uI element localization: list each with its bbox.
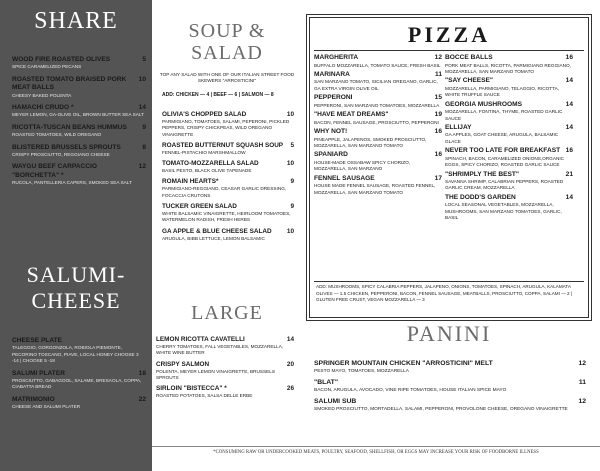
item-desc: PARMIGIANO, TOMATOES, SALAMI, PEPERONI, PICKLED PEPPERS, CRISPY CHICKPEAS, WILD OREGANO VINAIGRETTE <box>162 119 290 137</box>
menu-item <box>162 228 294 242</box>
item-price: 12 <box>138 163 146 171</box>
item-desc: ROASTED TOMATOES, WILD OREGANO <box>12 132 102 138</box>
item-name: "HAVE MEAT DREAMS" <box>314 111 389 119</box>
item-desc: CHEESY BAKED POLENTA <box>12 92 72 98</box>
soup-salad-title: SOUP & SALAD <box>188 20 266 64</box>
menu-item <box>162 142 294 156</box>
item-price: 16 <box>565 147 573 155</box>
item-desc: SPICE CARAMELIZED PECANS <box>12 64 82 70</box>
menu-item <box>314 151 442 172</box>
item-name: CHEESE PLATE <box>12 337 63 344</box>
item-price: 10 <box>286 227 294 235</box>
menu-item <box>445 101 573 122</box>
divider <box>314 50 584 51</box>
item-desc: MOZZARELLA, PARMIGIANO, TELAGGIO, RICOTTA, WHITE TRUFFLE SAUCE <box>445 85 560 98</box>
menu-item <box>12 76 146 99</box>
menu-item <box>156 336 294 357</box>
divider <box>314 281 584 282</box>
salumi-title: SALUMI- CHEESE <box>26 262 126 313</box>
item-name: WHY NOT! <box>314 128 348 136</box>
divider <box>152 446 600 447</box>
item-name: GA APPLE & BLUE CHEESE SALAD <box>162 227 272 235</box>
menu-item <box>445 194 573 222</box>
item-price: 10 <box>138 75 146 83</box>
item-name: SALUMI SUB <box>314 398 357 405</box>
protein-addon: ADD: CHICKEN — 4 | BEEF — 6 | SALMON — 8 <box>162 92 274 98</box>
share-list <box>12 56 146 192</box>
menu-item <box>12 124 146 139</box>
item-desc: SAVANNA SHRIMP, CALABRIAN PEPPERS, ROASTED GARLIC CREAM, MOZZARELLA <box>445 179 564 191</box>
item-desc: BASIL PESTO, BLACK OLIVE TAPENADE <box>162 168 252 174</box>
item-desc: CHEESE AND SALUMI PLATER <box>12 404 81 410</box>
item-name: FENNEL SAUSAGE <box>314 174 375 182</box>
item-desc: MOZZARELLA, FONTINA, THYME, ROASTED GARLIC SAUCE <box>445 109 563 121</box>
item-desc: HOUSE-MADE OSSABAW SPICY CHORIZO, MOZZARELLA, SAN MARZANO <box>314 159 411 172</box>
menu-item <box>12 56 146 71</box>
item-name: NEVER TOO LATE FOR BREAKFAST <box>445 147 561 155</box>
item-price: 17 <box>434 174 442 182</box>
item-name: SPRINGER MOUNTAIN CHICKEN "ARROSTICINI" MELT <box>314 360 493 367</box>
item-desc: SPINACH, BACON, CARAMELIZED ONIONS,ORGANIC EGGS, SPICY CHORIZO, ROASTED GARLIC SAUCE <box>445 155 565 168</box>
item-name: TOMATO-MOZZARELLA SALAD <box>162 160 259 168</box>
item-name: ELLIJAY <box>445 123 472 131</box>
menu-item <box>162 160 294 174</box>
item-desc: BUFFALO MOZZARELLA, TOMATO SAUCE, FRESH BASIL <box>314 62 441 68</box>
item-name: CRISPY SALMON <box>156 360 210 368</box>
menu-item <box>445 77 573 98</box>
item-desc: WHITE BALSAMIC VINAIGRETTE, HEIRLOOM TOMATOES, WATERMELON RADISH, FRESH HERBS <box>162 211 291 223</box>
item-price: 14 <box>565 77 573 85</box>
item-price: 20 <box>286 360 294 368</box>
item-price: 11 <box>578 379 586 386</box>
panini-list <box>314 360 586 417</box>
item-price: 11 <box>435 70 442 78</box>
item-desc: PROSCIUTTO, GABAGOOL, SALAME, BRESAOLA, COPPA, CIABATTA BREAD <box>12 378 142 390</box>
item-desc: PESTO MAYO, TOMATOES, MOZZARELLA <box>314 368 409 374</box>
item-desc: TALEGGIO, GORGONZOLA, ROBIOLA PIEMONTE, PECORINO TOSCANO, PIAVE, LOCAL HONEY CHOOSE 3 -14 | CHOOSE 5 -18 <box>12 345 139 364</box>
menu-item <box>314 54 442 69</box>
menu-item <box>445 54 573 75</box>
large-list <box>152 336 302 403</box>
item-desc: BACON, FENNEL SAUSAGE, PROSCIUTTO, PEPPERONI <box>314 119 439 125</box>
soup-salad-list <box>152 111 302 246</box>
item-price: 14 <box>138 104 146 112</box>
item-desc: RUCOLA, PANTELLERIA CAPERS, SMOKED SEA SALT <box>12 180 132 186</box>
item-desc: CRISPY PROSCIUTTO, REGGIANO CHEESE <box>12 152 110 158</box>
menu-item <box>314 379 586 394</box>
menu-item <box>314 71 442 92</box>
item-name: "SAY CHEESE" <box>445 77 494 85</box>
item-name: BLISTERED BRUSSELS SPROUTS <box>12 143 121 151</box>
item-price: 5 <box>290 141 294 149</box>
item-desc: HOUSE MADE FENNEL SAUSAGE, ROASTED FENNEL, MOZZARELLA, SAN MARZANO TOMATO <box>314 183 436 195</box>
item-price: 18 <box>138 369 146 377</box>
item-desc: BACON, ARUGULA, AVOCADO, VINE RIPE TOMATOES, HOUSE ITALIAN SPICE MAYO <box>314 387 507 393</box>
item-price: 9 <box>290 203 294 211</box>
item-name: WAYGU BEEF CARPACCIO "BORCHETTA" * <box>12 163 97 179</box>
menu-item <box>162 111 294 138</box>
menu-item <box>156 385 294 399</box>
menu-item <box>162 203 294 224</box>
salumi-list <box>12 337 146 416</box>
item-name: HAMACHI CRUDO * <box>12 104 74 112</box>
item-name: TUCKER GREEN SALAD <box>162 203 237 211</box>
item-name: ROASTED BUTTERNUT SQUASH SOUP <box>162 141 284 149</box>
item-price: 12 <box>434 54 442 61</box>
item-desc: CHERRY TOMATOES, FALL VEGETABLES, MOZZARELLA, WHITE WINE BUTTER <box>156 344 284 356</box>
item-name: WOOD FIRE ROASTED OLIVES <box>12 56 111 63</box>
menu-item <box>445 124 573 145</box>
item-name: OLIVIA'S CHOPPED SALAD <box>162 111 247 118</box>
item-name: BOCCE BALLS <box>445 54 493 61</box>
item-price: 14 <box>565 193 573 201</box>
menu-item <box>12 337 146 365</box>
large-title: LARGE <box>191 302 263 324</box>
item-name: "SHRIMPLY THE BEST" <box>445 170 520 178</box>
pizza-addons: ADD: MUSHROOMS, SPICY CALABRIA PEPPERS, JALAPENO, ONIONS, TOMATOES, SPINACH, ARUGULA, KALAMATA OLIVES — 1.5 CHICKEN, PEPPERONI, BACON, FENNEL SAUSAGE, MEATBALLS, PROSCIUTTO, COPPA, SALAMI — 2 | GLUTEN FREE CRUST, VEGAN MOZZARELLA — 3 <box>316 284 573 303</box>
item-desc: SAN MARZANO TOMATO, SICILIAN OREGANO, GARLIC, GA EXTRA VIRGIN OLIVE OIL <box>314 79 438 91</box>
item-price: 5 <box>142 56 146 63</box>
pizza-title: PIZZA <box>407 22 491 47</box>
item-name: LEMON RICOTTA CAVATELLI <box>156 336 245 343</box>
item-desc: GA APPLES, GOAT CHEESE, ARUGULA, BALSAMIC GLACE <box>445 132 559 144</box>
pizza-list-right <box>445 54 573 224</box>
item-price: 19 <box>434 111 442 119</box>
item-name: "BLAT" <box>314 379 339 386</box>
menu-item <box>12 144 146 159</box>
menu-item <box>314 94 442 109</box>
menu-item <box>314 398 586 413</box>
item-name: ROMAIN HEARTS* <box>162 178 219 186</box>
menu-item <box>12 370 146 391</box>
item-desc: LOCAL SEASONAL VEGETABLES, MOZZARELLA, MUSHROOMS, SAN MARZANO TOMATOES, GARLIC, BASIL <box>445 202 562 221</box>
consumer-advisory: *CONSUMING RAW OR UNDERCOOKED MEATS, POULTRY, SEAFOOD, SHELLFISH, OR EGGS MAY INCREASE YOUR RISK OF FOODBORNE ILLNESS <box>213 450 539 455</box>
item-name: SIRLOIN "BISTECCA" * <box>156 385 227 393</box>
skewer-note: TOP ANY SALAD WITH ONE OF OUR ITALIAN STREET FOOD SKEWERS "ARROSTICINI" <box>159 72 295 84</box>
menu-item <box>12 163 146 186</box>
menu-item <box>12 396 146 411</box>
item-name: RICOTTA-TUSCAN BEANS HUMMUS <box>12 123 127 131</box>
soup-salad-column <box>152 0 302 471</box>
item-desc: FENNEL-PISTACHIO MARSHMALLOW <box>162 149 246 155</box>
menu-item <box>314 128 442 149</box>
item-desc: PARMIGIANO-REGGIANO, CEASAR GARLIC DRESSING, FOCACCIA CRUTONS <box>162 186 287 198</box>
item-price: 10 <box>286 111 294 118</box>
item-price: 16 <box>434 128 442 136</box>
menu-item <box>314 360 586 375</box>
menu-item <box>314 175 442 196</box>
menu-item <box>162 178 294 199</box>
item-desc: MEYER LEMON, GA-OLIVE OIL, BROWN BUTTER SEA SALT <box>12 112 144 118</box>
item-name: SALUMI PLATER <box>12 369 65 377</box>
item-price: 26 <box>286 385 294 393</box>
item-desc: ARUGULA, BIBB LETTUCE, LEMON BALSAMIC <box>162 235 265 241</box>
item-desc: POLENTA, MEYER LEMON VINAIGRETTE, BRUSSELS SPROUTS <box>156 368 275 380</box>
menu-item <box>314 111 442 126</box>
item-price: 16 <box>434 151 442 159</box>
menu-item <box>12 104 146 119</box>
item-price: 12 <box>578 398 586 405</box>
item-price: 22 <box>138 395 146 403</box>
item-price: 10 <box>286 160 294 168</box>
item-price: 14 <box>286 336 294 343</box>
item-price: 16 <box>565 54 573 61</box>
item-desc: ROASTED POTATOES, SALSA DELLE ERBE <box>156 393 253 399</box>
item-name: MARGHERITA <box>314 54 359 61</box>
item-price: 14 <box>565 100 573 108</box>
item-price: 8 <box>142 143 146 151</box>
menu-item <box>156 361 294 382</box>
pizza-list-left <box>314 54 442 198</box>
item-name: SPANIARD <box>314 151 348 159</box>
item-name: MARINARA <box>314 70 350 78</box>
item-name: ROASTED TOMATO BRAISED PORK MEAT BALLS <box>12 75 127 92</box>
panini-title: PANINI <box>406 321 492 346</box>
share-title: SHARE <box>34 8 118 34</box>
item-price: 21 <box>565 170 573 178</box>
item-desc: SMOKED PROSCIUTTO, MORTADELLA, SALAMI, PEPPERONI, PROVOLONE CHEESE, OREGANO VINAIGRETTE <box>314 406 568 412</box>
item-price: 15 <box>434 94 442 102</box>
item-name: THE DODD'S GARDEN <box>445 193 516 201</box>
item-price: 9 <box>290 178 294 186</box>
item-price: 12 <box>578 360 586 367</box>
item-desc: PORK MEAT BALLS, RICOTTA, PARMIGIANO REGGIANO, MOZZARELLA, SAN MARZANO TOMATO <box>445 62 571 74</box>
item-price: 14 <box>565 123 573 131</box>
item-price: 9 <box>142 123 146 131</box>
item-name: PEPPERONI <box>314 94 353 102</box>
item-name: GEORGIA MUSHROOMS <box>445 100 523 108</box>
item-desc: PEPPERONI, SAN MARZANO TOMATOES, MOZZARELLA <box>314 102 440 108</box>
item-name: MATRIMONIO <box>12 395 55 403</box>
menu-item <box>445 171 573 192</box>
item-desc: PINEAPPLE, JALAPENOS, SMOKED PROSCIUTTO, MOZZARELLA, SAN MARZANO TOMATO <box>314 136 427 148</box>
menu-item <box>445 147 573 168</box>
